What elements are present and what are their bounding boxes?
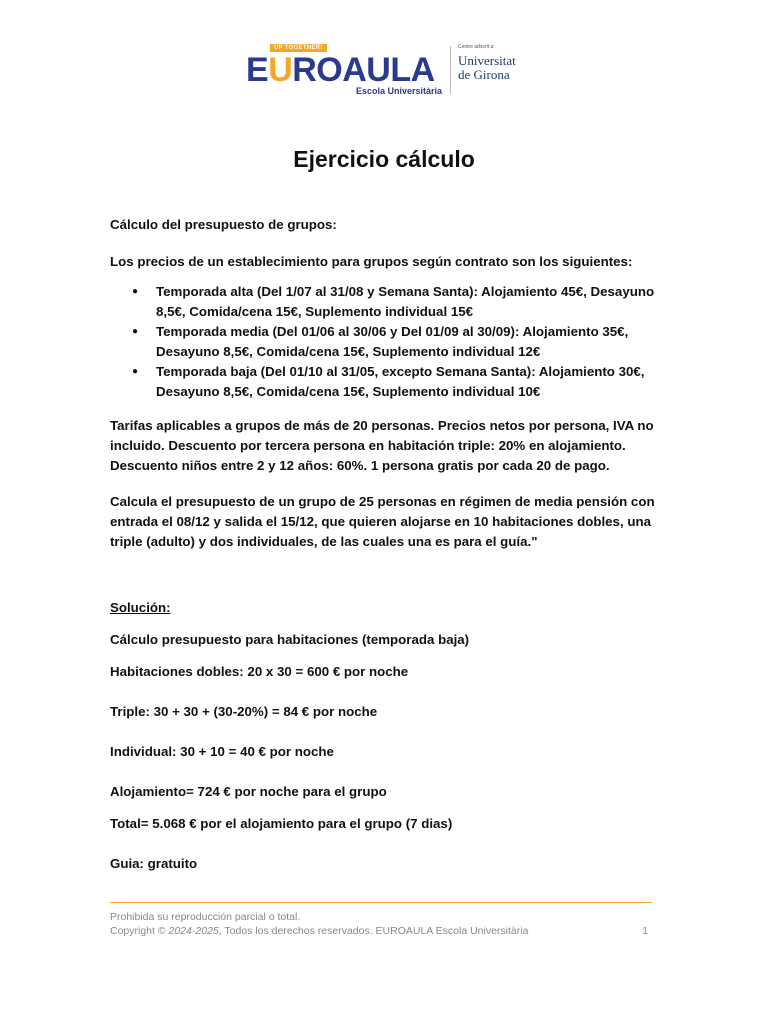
solution-alojamiento: Alojamiento= 724 € por noche para el grupo	[110, 784, 387, 799]
university-line2: de Girona	[458, 67, 510, 82]
calc-heading: Cálculo del presupuesto de grupos:	[110, 217, 337, 232]
logo-brand-rest: ROAULA	[292, 51, 435, 89]
page-footer	[110, 910, 652, 938]
solution-total: Total= 5.068 € por el alojamiento para el grupo (7 dias)	[110, 816, 453, 831]
copyright-suffix: , Todos los derechos reservados. EUROAULA Escola Universitària	[218, 925, 529, 937]
copyright-prefix: Copyright ©	[110, 925, 169, 937]
season-mid: ● Temporada media (Del 01/06 al 30/06 y Del 01/09 al 30/09): Alojamiento 35€, Desayuno 8,5€, Comida/cena 15€, Suplemento individual 12€	[156, 322, 658, 362]
logo-brand-e: E	[246, 51, 269, 89]
logo-divider	[450, 46, 451, 94]
season-low: ● Temporada baja (Del 01/10 al 31/05, excepto Semana Santa): Alojamiento 30€, Desayuno 8,5€, Comida/cena 15€, Suplemento individual 10€	[156, 362, 658, 402]
logo-brand	[246, 52, 435, 88]
solution-individual: Individual: 30 + 10 = 40 € por noche	[110, 744, 334, 759]
tarifas-paragraph: Tarifas aplicables a grupos de más de 20 personas. Precios netos por persona, IVA no incluido. Descuento por tercera persona en habitación triple: 20% en alojamiento. Descuento niños entre 2 y 12 años: 60%. 1 persona gratis por cada 20 de pago.	[110, 418, 654, 473]
solution-triple: Triple: 30 + 30 + (30-20%) = 84 € por noche	[110, 704, 378, 719]
solution-title: Solución:	[110, 600, 171, 615]
header-logo	[246, 42, 526, 98]
logo-school: Escola Universitària	[356, 86, 443, 96]
page-title: Ejercicio cálculo	[293, 146, 475, 172]
page-number: 1	[642, 925, 648, 937]
solution-dobles: Habitaciones dobles: 20 x 30 = 600 € por noche	[110, 664, 409, 679]
document-body	[110, 215, 658, 886]
seasons-list	[110, 282, 658, 402]
footer-divider	[110, 902, 652, 903]
adscrit-label: Centre adscrit a:	[458, 44, 495, 50]
university-logo	[458, 54, 516, 82]
footer-copyright	[110, 924, 652, 938]
prices-intro: Los precios de un establecimiento para grupos según contrato son los siguientes:	[110, 254, 633, 269]
solution-heading: Cálculo presupuesto para habitaciones (temporada baja)	[110, 632, 470, 647]
exercise-paragraph: Calcula el presupuesto de un grupo de 25 personas en régimen de media pensión con entrada el 08/12 y salida el 15/12, que quieren alojarse en 10 habitaciones dobles, una triple (adulto) y dos individuales, de las cuales una es para el guía."	[110, 494, 655, 549]
copyright-years: 2024-2025	[168, 925, 219, 937]
solution-guia: Guia: gratuito	[110, 856, 198, 871]
logo-brand-u: U	[268, 51, 293, 89]
footer-notice: Prohibida su reproducción parcial o total.	[110, 911, 301, 923]
logo-tagline: UP TOGETHER!	[270, 44, 327, 52]
university-line1: Universitat	[458, 53, 516, 68]
season-high: ● Temporada alta (Del 1/07 al 31/08 y Semana Santa): Alojamiento 45€, Desayuno 8,5€, Comida/cena 15€, Suplemento individual 15€	[156, 282, 658, 322]
